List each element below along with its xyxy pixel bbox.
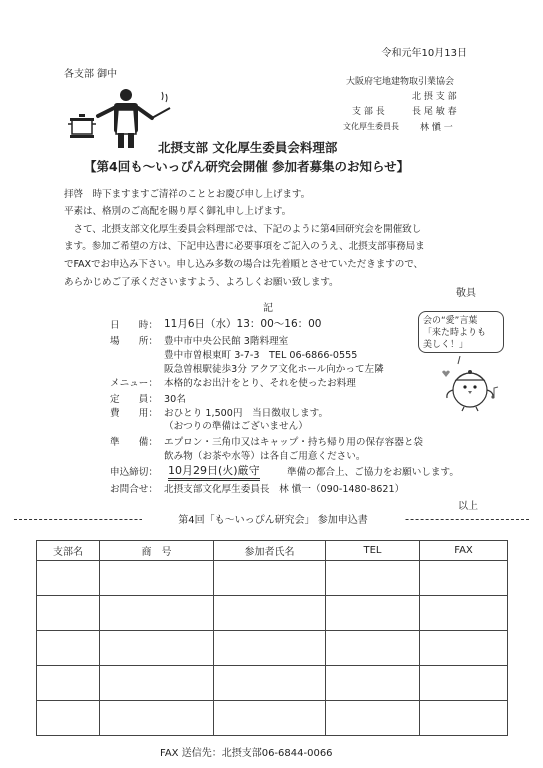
cell-company[interactable] bbox=[100, 596, 214, 631]
deadline-note: 準備の都合上、ご協力をお願いします。 bbox=[287, 467, 459, 478]
cell-tel[interactable] bbox=[326, 631, 420, 666]
chief-title: 支 部 長 bbox=[352, 107, 385, 117]
form-title: 第4回「も～いっぴん研究会」 参加申込書 bbox=[142, 512, 404, 530]
deadline-value: 10月29日(火)厳守 bbox=[168, 462, 260, 481]
cell-tel[interactable] bbox=[326, 596, 420, 631]
col-participant: 参加者氏名 bbox=[214, 541, 326, 561]
table-row bbox=[37, 701, 508, 736]
fee-value-2: （おつりの準備はございません） bbox=[164, 421, 308, 432]
cell-fax[interactable] bbox=[420, 701, 508, 736]
col-branch: 支部名 bbox=[37, 541, 100, 561]
prep-label: 準 備： bbox=[110, 437, 158, 448]
paragraph-line-1: さて、北摂支部文化厚生委員会料理部では、下記のように第4回研究会を開催致し bbox=[64, 224, 422, 235]
cell-participant[interactable] bbox=[214, 666, 326, 701]
date-label: 日 時： bbox=[110, 320, 158, 331]
menu-value: 本格的なお出汁をとり、それを使ったお料理 bbox=[164, 378, 356, 389]
fee-value-1: おひとり 1,500円 当日徴収します。 bbox=[164, 408, 329, 419]
cell-fax[interactable] bbox=[420, 666, 508, 701]
col-fax: FAX bbox=[420, 541, 508, 561]
application-table bbox=[36, 540, 508, 736]
cell-tel[interactable] bbox=[326, 561, 420, 596]
addressee: 各支部 御中 bbox=[64, 69, 118, 80]
col-tel: TEL bbox=[326, 541, 420, 561]
bubble-line-1: 会の“愛”言葉 bbox=[423, 316, 478, 326]
end-ijou: 以上 bbox=[458, 501, 478, 512]
col-company: 商 号 bbox=[100, 541, 214, 561]
cell-branch[interactable] bbox=[37, 596, 100, 631]
table-header-row bbox=[37, 541, 508, 561]
menu-label: メニュー： bbox=[110, 378, 158, 389]
table-row bbox=[37, 561, 508, 596]
document-date: 令和元年10月13日 bbox=[381, 48, 467, 59]
sender-branch: 北 摂 支 部 bbox=[412, 92, 457, 102]
cell-branch[interactable] bbox=[37, 561, 100, 596]
paragraph-line-2: ます。参加ご希望の方は、下記申込書に必要事項をご記入のうえ、北摂支部事務局ま bbox=[64, 241, 425, 252]
cell-participant[interactable] bbox=[214, 561, 326, 596]
table-row bbox=[37, 596, 508, 631]
greeting-1: 拝啓 時下ますますご清祥のこととお慶び申し上げます。 bbox=[64, 189, 311, 200]
table-row bbox=[37, 666, 508, 701]
contact-value: 北摂支部文化厚生委員長 林 愼一（090-1480-8621） bbox=[164, 484, 405, 495]
chief-name: 長 尾 敏 春 bbox=[412, 107, 457, 117]
fee-label: 費 用： bbox=[110, 408, 158, 419]
capacity-label: 定 員： bbox=[110, 394, 158, 405]
cell-tel[interactable] bbox=[326, 701, 420, 736]
place-label: 場 所： bbox=[110, 336, 158, 347]
fax-destination: FAX 送信先：北摂支部06-6844-0066 bbox=[160, 748, 333, 759]
cell-branch[interactable] bbox=[37, 666, 100, 701]
cell-fax[interactable] bbox=[420, 596, 508, 631]
cell-fax[interactable] bbox=[420, 561, 508, 596]
cell-tel[interactable] bbox=[326, 666, 420, 701]
paragraph-line-4: あらかじめご了承くださいますよう、よろしくお願い致します。 bbox=[64, 277, 339, 288]
title-line1: 北摂支部 文化厚生委員会料理部 bbox=[158, 140, 338, 155]
contact-label: お問合せ： bbox=[110, 484, 158, 495]
greeting-2: 平素は、格別のご高配を賜り厚く御礼申し上げます。 bbox=[64, 206, 292, 217]
place-value-2: 豊中市曽根東町 3-7-3 TEL 06-6866-0555 bbox=[164, 350, 358, 361]
motto-bubble bbox=[418, 311, 504, 353]
cell-participant[interactable] bbox=[214, 596, 326, 631]
cell-branch[interactable] bbox=[37, 631, 100, 666]
place-value-1: 豊中市中央公民館 3階料理室 bbox=[164, 336, 289, 347]
place-value-3: 阪急曽根駅徒歩3分 アクア文化ホール向かって左隣 bbox=[164, 364, 384, 375]
cell-fax[interactable] bbox=[420, 631, 508, 666]
table-row bbox=[37, 631, 508, 666]
cell-company[interactable] bbox=[100, 631, 214, 666]
date-value: 11月6日（水）13：00～16：00 bbox=[164, 318, 322, 330]
deadline-label: 申込締切： bbox=[110, 467, 158, 478]
title-line2: 【第4回も～いっぴん研究会開催 参加者募集のお知らせ】 bbox=[84, 159, 410, 174]
cell-company[interactable] bbox=[100, 701, 214, 736]
bubble-line-3: 美しく！」 bbox=[423, 340, 469, 350]
ki-heading: 記 bbox=[263, 303, 273, 314]
committee-name: 林 愼 一 bbox=[420, 123, 453, 133]
closing-keigu: 敬具 bbox=[456, 288, 476, 299]
sender-org: 大阪府宅地建物取引業協会 bbox=[346, 77, 455, 87]
cell-company[interactable] bbox=[100, 561, 214, 596]
cell-branch[interactable] bbox=[37, 701, 100, 736]
cell-participant[interactable] bbox=[214, 701, 326, 736]
prep-value-1: エプロン・三角巾又はキャップ・持ち帰り用の保存容器と袋 bbox=[164, 437, 424, 448]
cell-company[interactable] bbox=[100, 666, 214, 701]
prep-value-2: 飲み物（お茶や水等）は各自ご用意ください。 bbox=[164, 451, 366, 462]
chick-mascot-icon bbox=[438, 356, 502, 414]
paragraph-line-3: でFAXでお申込み下さい。申し込み多数の場合は先着順とさせていただきますので、 bbox=[64, 259, 424, 270]
cell-participant[interactable] bbox=[214, 631, 326, 666]
committee-title: 文化厚生委員長 bbox=[343, 122, 399, 131]
capacity-value: 30名 bbox=[164, 394, 186, 405]
bubble-line-2: 「来た時よりも bbox=[423, 328, 487, 338]
